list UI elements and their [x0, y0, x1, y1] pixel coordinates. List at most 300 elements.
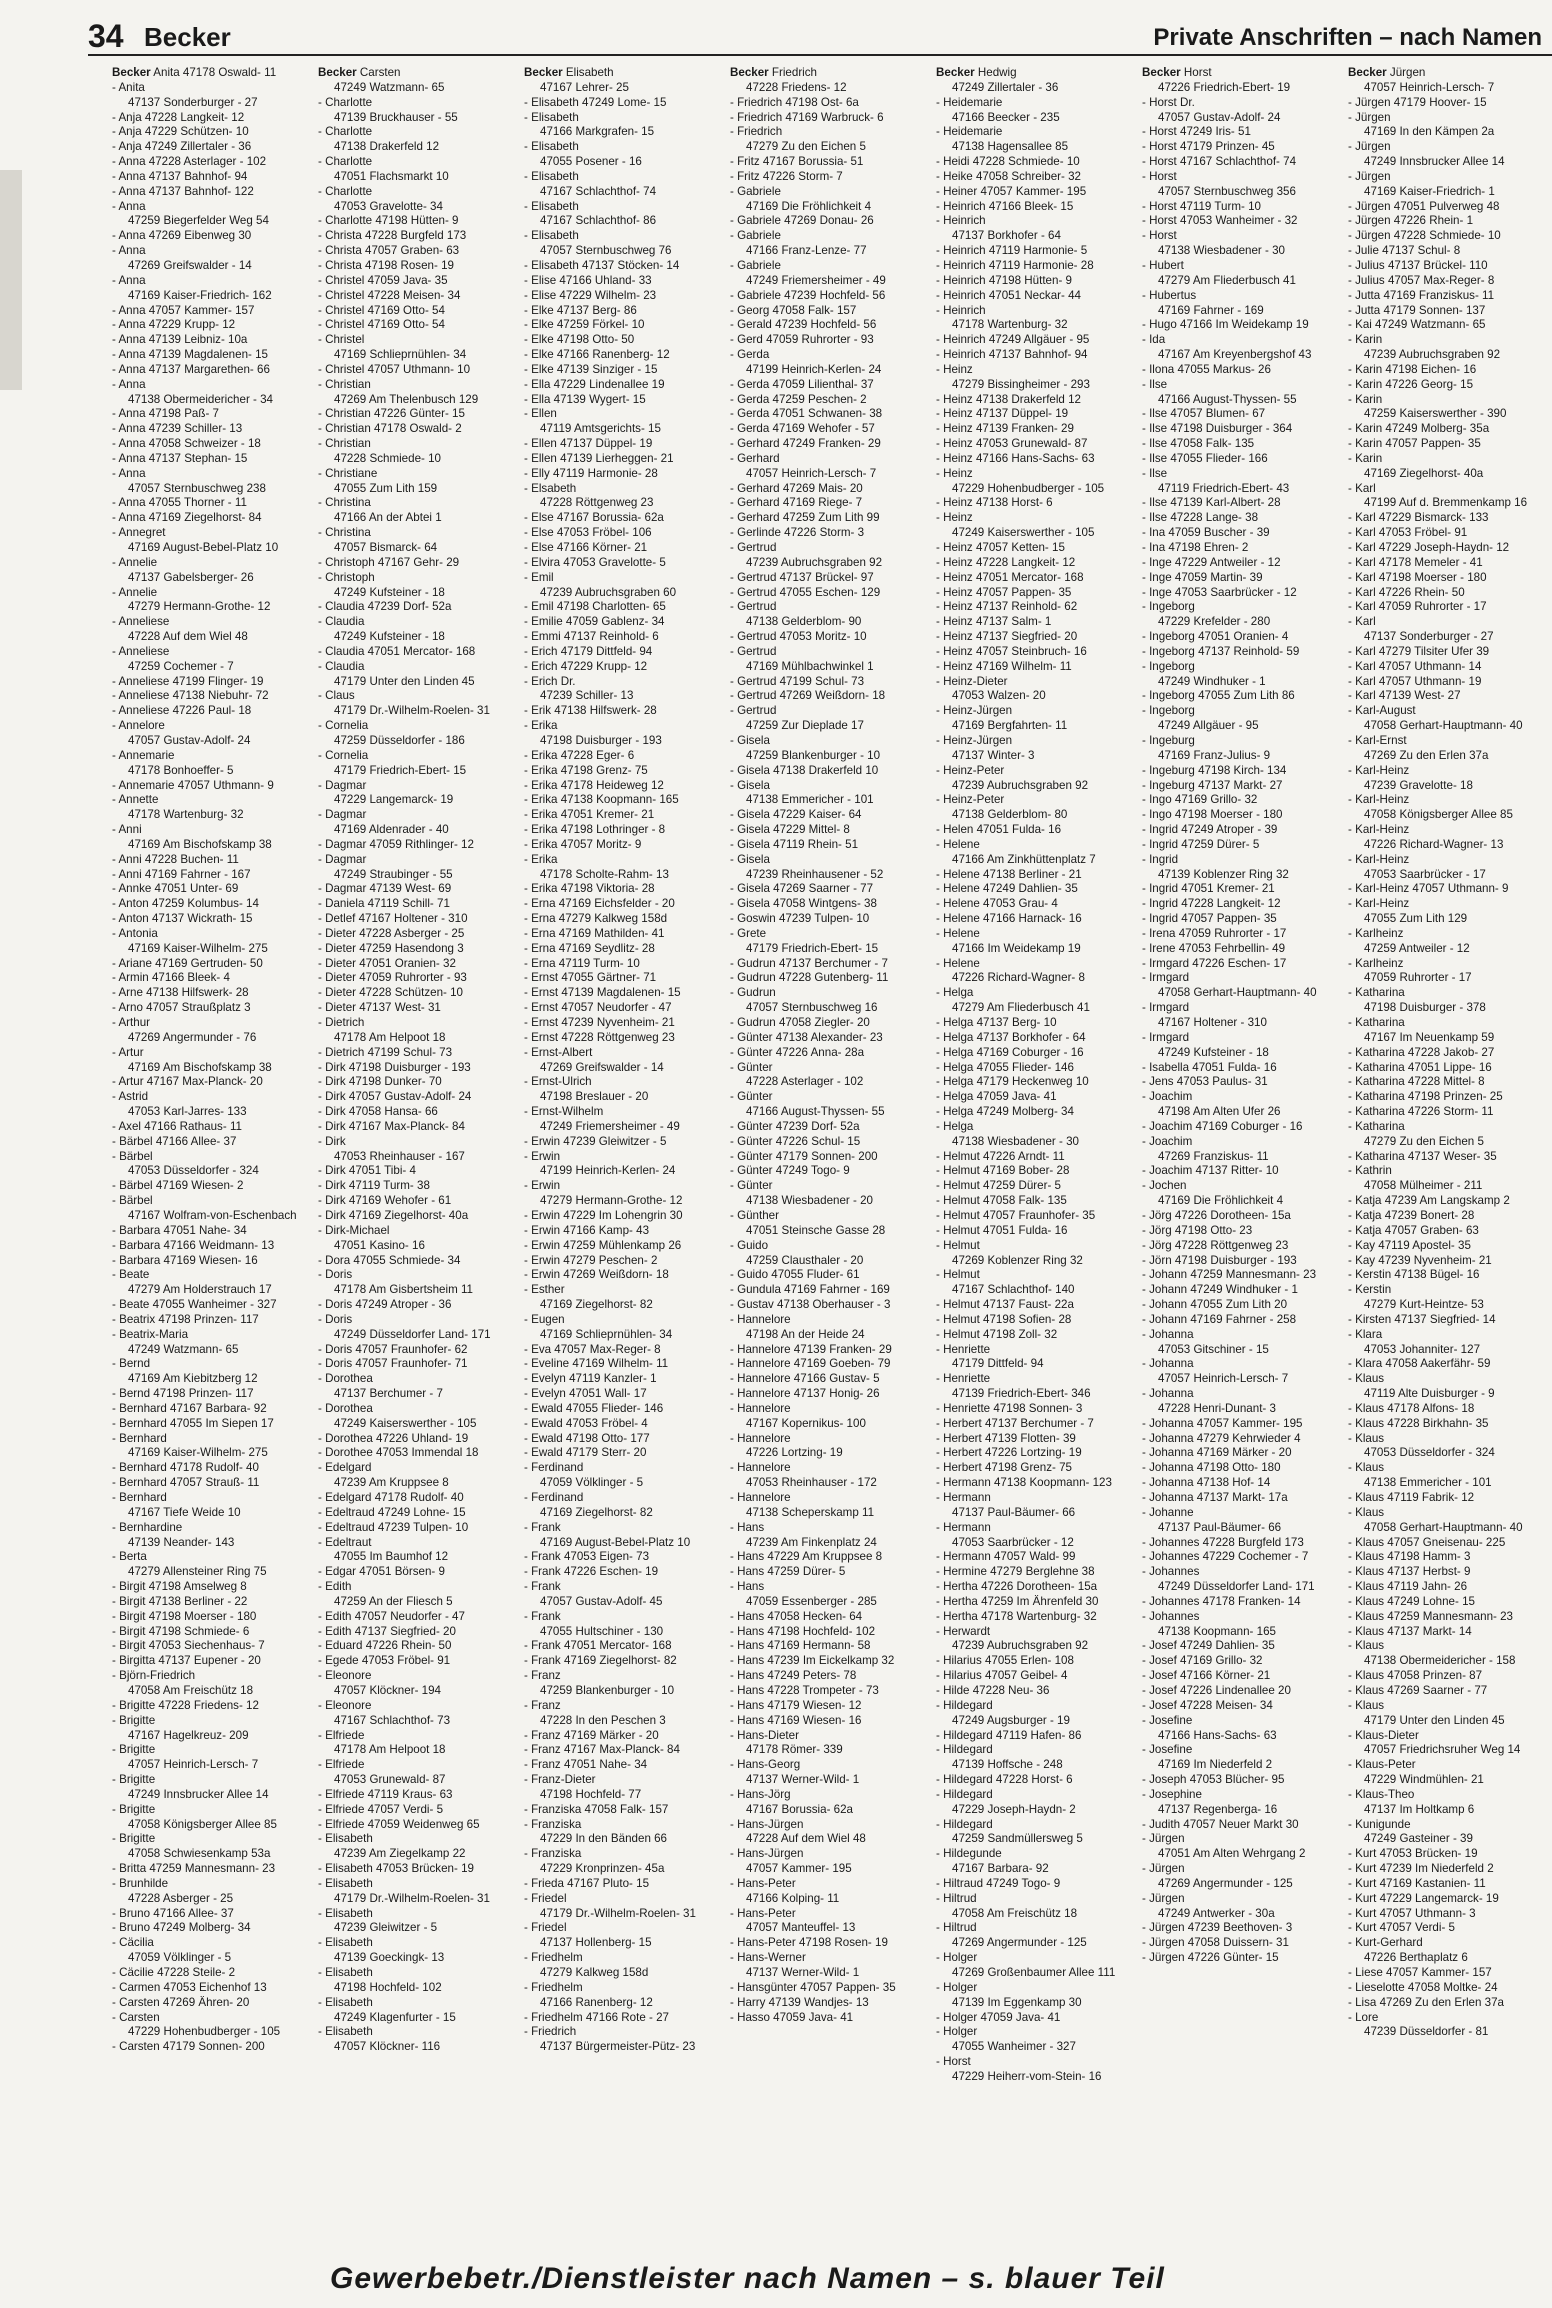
directory-entry: - Heidi 47228 Schmiede- 10: [936, 155, 1080, 169]
directory-entry: - Dieter 47059 Ruhrorter - 93: [318, 971, 467, 985]
entry-address-line: 47137 Werner-Wild- 1: [746, 1773, 860, 1787]
directory-entry: - Anita: [112, 80, 145, 94]
directory-entry: - Cornelia: [318, 719, 369, 733]
directory-entry: - Friedhelm: [524, 1980, 583, 1994]
entry-address-line: 47169 Mühlbachwinkel 1: [746, 659, 874, 673]
directory-entry: - Eugen: [524, 1312, 565, 1326]
directory-entry: - Josef 47169 Grillo- 32: [1142, 1654, 1263, 1668]
directory-entry: - Karl-Heinz: [1348, 823, 1410, 837]
directory-entry: - Hannelore: [730, 1312, 791, 1326]
directory-entry: - Anna 47057 Kammer- 157: [112, 303, 255, 317]
directory-entry: - Klaus 47119 Fabrik- 12: [1348, 1491, 1475, 1504]
directory-entry: - Inge 47053 Saarbrücker - 12: [1142, 585, 1297, 599]
directory-entry: - Klaus: [1348, 1698, 1385, 1712]
directory-entry: - Karl 47059 Ruhrorter - 17: [1348, 600, 1487, 614]
directory-entry: - Hermann 47057 Wald- 99: [936, 1550, 1076, 1564]
directory-entry: - Brunhilde: [112, 1876, 169, 1890]
directory-entry: - Bernhard 47178 Rudolf- 40: [112, 1461, 259, 1475]
entry-address-line: 47249 Kufsteiner - 18: [334, 630, 445, 644]
directory-entry: - Anneliese: [112, 615, 170, 629]
directory-entry: - Katharina: [1348, 1016, 1405, 1029]
directory-column: [936, 66, 1142, 2258]
directory-entry: - Franz 47169 Märker - 20: [524, 1728, 659, 1742]
directory-entry: - Erika 47198 Viktoria- 28: [524, 882, 655, 896]
entry-address-line: 47178 Scholte-Rahm- 13: [540, 867, 669, 881]
directory-entry: - Karl 47053 Fröbel- 91: [1348, 526, 1468, 540]
directory-entry: - Klaus 47058 Prinzen- 87: [1348, 1669, 1483, 1683]
directory-entry: - Gerda 47259 Peschen- 2: [730, 392, 867, 406]
directory-entry: - Gabriele 47239 Hochfeld- 56: [730, 288, 886, 302]
directory-entry: - Anni: [112, 823, 142, 837]
directory-entry: - Helmut 47058 Falk- 135: [936, 1194, 1067, 1208]
entry-address-line: 47138 Wiesbadener - 30: [952, 1134, 1079, 1148]
directory-entry: - Heidemarie: [936, 95, 1003, 109]
directory-entry: - Hermann: [936, 1520, 991, 1534]
directory-entry: - Elisabeth: [318, 1995, 373, 2009]
directory-entry: - Gudrun 47137 Berchumer - 7: [730, 956, 888, 970]
directory-entry: - Gerhard 47269 Mais- 20: [730, 481, 863, 495]
directory-entry: - Klaus-Peter: [1348, 1758, 1416, 1772]
directory-entry: - Holger: [936, 1980, 978, 1994]
entry-address-line: 47167 Hagelkreuz- 209: [128, 1728, 249, 1742]
directory-entry: - Hilarius 47057 Geibel- 4: [936, 1669, 1068, 1683]
directory-entry: - Helmut 47198 Sofien- 28: [936, 1312, 1072, 1326]
directory-entry: - Helmut 47051 Fulda- 16: [936, 1223, 1068, 1237]
directory-entry: - Günter: [730, 1179, 773, 1193]
directory-entry: - Ernst 47228 Röttgenweg 23: [524, 1030, 675, 1044]
directory-entry: - Heinrich 47051 Neckar- 44: [936, 288, 1081, 302]
entry-address-line: 47053 Düsseldorfer - 324: [128, 1164, 259, 1178]
directory-entry: - Dietrich: [318, 1016, 365, 1029]
directory-entry: - Detlef 47167 Holtener - 310: [318, 912, 468, 926]
directory-entry: - Hiltrud: [936, 1891, 977, 1905]
directory-entry: - Elisabeth: [318, 1876, 373, 1890]
directory-entry: - Heiner 47057 Kammer- 195: [936, 184, 1087, 198]
directory-entry: - Anna: [112, 466, 146, 480]
directory-entry: - Johann 47169 Fahrner - 258: [1142, 1312, 1297, 1326]
directory-column: [1142, 66, 1348, 2258]
directory-entry: - Gisela: [730, 778, 770, 792]
directory-entry: - Frank 47053 Eigen- 73: [524, 1550, 650, 1564]
directory-entry: - Heinz 47139 Franken- 29: [936, 422, 1074, 436]
entry-address-line: 47169 Am Bischofskamp 38: [128, 837, 272, 851]
directory-entry: - Birgit 47198 Amselweg 8: [112, 1580, 247, 1594]
entry-address-line: 47169 Die Fröhlichkeit 4: [1158, 1194, 1284, 1208]
directory-entry: - Karl-Heinz: [1348, 852, 1410, 866]
directory-entry: - Erwin 47259 Mühlenkamp 26: [524, 1238, 682, 1252]
directory-entry: - Katharina 47137 Weser- 35: [1348, 1149, 1497, 1163]
directory-entry: - Hannelore: [730, 1401, 791, 1415]
directory-entry: - Henriette: [936, 1372, 991, 1386]
directory-entry: - Helen 47051 Fulda- 16: [936, 823, 1062, 837]
directory-entry: - Doris 47057 Fraunhofer- 71: [318, 1357, 468, 1371]
directory-entry: - Karin 47057 Pappen- 35: [1348, 437, 1481, 451]
directory-entry: - Elisabeth: [524, 229, 579, 243]
directory-entry: - Britta 47259 Mannesmann- 23: [112, 1862, 276, 1876]
directory-entry: - Elke 47139 Sinziger - 15: [524, 362, 658, 376]
directory-entry: - Doris 47249 Atroper - 36: [318, 1298, 452, 1312]
directory-entry: - Joseph 47053 Blücher- 95: [1142, 1773, 1285, 1787]
directory-entry: - Heinz 47053 Grunewald- 87: [936, 437, 1088, 451]
directory-entry: - Ferdinand: [524, 1461, 584, 1475]
directory-entry: - Dirk: [318, 1134, 346, 1148]
entry-address-line: 47239 Düsseldorfer - 81: [1364, 2025, 1489, 2039]
directory-entry: - Anna 47137 Bahnhof- 94: [112, 169, 248, 183]
directory-entry: - Christel 47057 Uthmann- 10: [318, 362, 471, 376]
entry-address-line: 47239 Am Finkenplatz 24: [746, 1535, 877, 1549]
directory-entry: - Erwin 47166 Kamp- 43: [524, 1223, 650, 1237]
directory-entry: - Anna 47239 Schiller- 13: [112, 422, 243, 436]
directory-entry: - Johannes 47229 Cochemer - 7: [1142, 1550, 1309, 1564]
entry-address-line: 47239 Am Kruppsee 8: [334, 1476, 449, 1490]
entry-address-line: 47229 Heiherr-vom-Stein- 16: [952, 2069, 1102, 2083]
directory-entry: - Herbert 47198 Grenz- 75: [936, 1461, 1072, 1475]
directory-entry: - Lore: [1348, 2010, 1379, 2024]
directory-entry: - Karl 47057 Uthmann- 14: [1348, 659, 1482, 673]
directory-entry: - Hans 47239 Im Eickelkamp 32: [730, 1654, 895, 1668]
directory-entry: - Dirk 47119 Turm- 38: [318, 1179, 430, 1193]
directory-entry: - Gerda: [730, 348, 770, 362]
directory-entry: - Johanna 47169 Märker - 20: [1142, 1446, 1292, 1460]
directory-entry: - Kay 47119 Apostel- 35: [1348, 1238, 1471, 1252]
entry-address-line: 47138 Koopmann- 165: [1158, 1624, 1276, 1638]
directory-entry: - Günter 47226 Schul- 15: [730, 1134, 861, 1148]
directory-entry: - Günter 47138 Alexander- 23: [730, 1030, 883, 1044]
directory-entry: - Friedrich 47169 Warbruck- 6: [730, 110, 884, 124]
directory-entry: - Christian 47178 Oswald- 2: [318, 422, 462, 436]
directory-entry: - Gerhard 47169 Riege- 7: [730, 496, 863, 510]
directory-entry: - Horst: [1142, 229, 1177, 243]
entry-address-line: 47239 Schiller- 13: [540, 689, 634, 703]
directory-entry: - Helmut: [936, 1268, 980, 1282]
directory-entry: - Franz: [524, 1698, 561, 1712]
directory-entry: - Kurt 47229 Langemarck- 19: [1348, 1891, 1499, 1905]
directory-entry: - Helene: [936, 926, 980, 940]
entry-address-line: 47138 Obermeidericher - 34: [128, 392, 274, 406]
directory-entry: - Ingrid 47249 Atroper - 39: [1142, 823, 1278, 837]
directory-entry: - Karl 47139 West- 27: [1348, 689, 1461, 703]
directory-entry: - Christel 47169 Otto- 54: [318, 318, 445, 332]
entry-address-line: 47259 Düsseldorfer - 186: [334, 733, 465, 747]
directory-entry: - Elfriede: [318, 1728, 365, 1742]
entry-address-line: 47179 Dr.-Wilhelm-Roelen- 31: [334, 704, 490, 718]
directory-entry: - Gertrud 47137 Brückel- 97: [730, 570, 874, 584]
directory-entry: - Karl 47178 Memeler - 41: [1348, 555, 1483, 569]
directory-entry: - Josefine: [1142, 1713, 1193, 1727]
entry-address-line: 47259 Antweiler - 12: [1364, 941, 1470, 955]
entry-address-line: 47249 Friemersheimer - 49: [746, 273, 886, 287]
directory-entry: - Kunigunde: [1348, 1817, 1411, 1831]
entry-address-line: 47139 Im Eggenkamp 30: [952, 1995, 1082, 2009]
entry-address-line: 47053 Johanniter- 127: [1364, 1342, 1481, 1356]
entry-address-line: 47053 Walzen- 20: [952, 689, 1046, 703]
directory-entry: - Heinz 47057 Ketten- 15: [936, 541, 1065, 554]
directory-entry: - Frieda 47167 Pluto- 15: [524, 1876, 650, 1890]
entry-address-line: 47167 Wolfram-von-Eschenbach: [128, 1208, 297, 1222]
directory-entry: - Karlheinz: [1348, 926, 1404, 940]
directory-entry: - Annelie: [112, 555, 158, 569]
directory-entry: - Kurt 47057 Uthmann- 3: [1348, 1906, 1476, 1920]
entry-address-line: 47166 August-Thyssen- 55: [1158, 392, 1297, 406]
directory-entry: - Erika: [524, 852, 558, 866]
entry-address-line: 47229 Krefelder - 280: [1158, 615, 1271, 629]
directory-entry: - Klaus 47269 Saarner - 77: [1348, 1683, 1488, 1697]
directory-entry: - Edgar 47051 Börsen- 9: [318, 1565, 445, 1579]
directory-entry: - Gabriele 47269 Donau- 26: [730, 214, 874, 228]
directory-entry: - Erika 47198 Grenz- 75: [524, 763, 648, 777]
entry-address-line: 47198 Duisburger - 193: [540, 733, 662, 747]
directory-entry: - Annke 47051 Unter- 69: [112, 882, 239, 896]
directory-entry: - Jutta 47169 Franziskus- 11: [1348, 288, 1495, 302]
entry-address-line: 47239 Aubruchsgraben 92: [746, 555, 883, 569]
directory-entry: - Daniela 47119 Schill- 71: [318, 897, 450, 911]
directory-entry: - Ingeburg 47198 Kirch- 134: [1142, 763, 1287, 777]
directory-entry: - Elly 47119 Harmonie- 28: [524, 466, 658, 480]
directory-entry: - Katharina 47051 Lippe- 16: [1348, 1060, 1492, 1074]
entry-address-line: 47166 Am Zinkhüttenplatz 7: [952, 852, 1096, 866]
directory-entry: - Emmi 47137 Reinhold- 6: [524, 630, 659, 644]
directory-entry: - Claudia: [318, 615, 365, 629]
directory-entry: - Emil: [524, 570, 554, 584]
directory-entry: - Ingeborg: [1142, 600, 1195, 614]
directory-entry: - Helene 47138 Berliner - 21: [936, 867, 1082, 881]
directory-entry: - Günther: [730, 1208, 779, 1222]
directory-entry: - Klaus 47137 Herbst- 9: [1348, 1565, 1471, 1579]
directory-entry: - Helmut 47198 Zoll- 32: [936, 1327, 1058, 1341]
directory-entry: - Evelyn 47119 Kanzler- 1: [524, 1372, 657, 1386]
directory-entry: - Heinz 47169 Wilhelm- 11: [936, 659, 1072, 673]
entry-address-line: 47166 Kolping- 11: [746, 1891, 840, 1905]
directory-entry: - Helga 47059 Java- 41: [936, 1090, 1057, 1104]
directory-entry: - Johanna 47198 Otto- 180: [1142, 1461, 1281, 1475]
directory-entry: - Karl 47229 Joseph-Haydn- 12: [1348, 541, 1510, 554]
directory-entry: - Helga 47179 Heckenweg 10: [936, 1075, 1089, 1089]
entry-address-line: 47057 Manteuffel- 13: [746, 1921, 856, 1935]
entry-address-line: 47169 August-Bebel-Platz 10: [540, 1535, 691, 1549]
directory-entry: - Kurt 47169 Kastanien- 11: [1348, 1876, 1486, 1890]
directory-entry: - Else 47053 Fröbel- 106: [524, 526, 652, 540]
entry-address-line: 47169 In den Kämpen 2a: [1364, 125, 1495, 139]
entry-address-line: 47169 Aldenrader - 40: [334, 823, 449, 837]
directory-entry: - Ewald 47053 Fröbel- 4: [524, 1416, 648, 1430]
directory-entry: - Klaus: [1348, 1431, 1385, 1445]
directory-entry: - Klaus 47057 Gneisenau- 225: [1348, 1535, 1506, 1549]
entry-address-line: 47137 Sonderburger - 27: [1364, 630, 1494, 644]
directory-entry: - Barbara 47166 Weidmann- 13: [112, 1238, 275, 1252]
directory-entry: - Hildegard 47119 Hafen- 86: [936, 1728, 1082, 1742]
directory-column: [524, 66, 730, 2258]
directory-entry: - Horst 47179 Prinzen- 45: [1142, 140, 1275, 154]
directory-entry: - Kurt 47239 Im Niederfeld 2: [1348, 1862, 1494, 1876]
entry-address-line: 47239 Gleiwitzer - 5: [334, 1921, 438, 1935]
directory-entry: - Ernst 47055 Gärtner- 71: [524, 971, 657, 985]
directory-entry: - Dorothea: [318, 1401, 373, 1415]
directory-entry: - Ernst-Wilhelm: [524, 1105, 604, 1119]
directory-entry: - Else 47166 Körner- 21: [524, 541, 648, 554]
directory-entry: - Jörg 47226 Dorotheen- 15a: [1142, 1208, 1291, 1222]
directory-entry: - Elke 47166 Ranenberg- 12: [524, 348, 670, 362]
directory-entry: - Carsten 47269 Ähren- 20: [112, 1995, 250, 2009]
directory-entry: - Ilse 47058 Falk- 135: [1142, 437, 1255, 451]
entry-address-line: 47249 Innsbrucker Allee 14: [1364, 155, 1505, 169]
directory-entry: - Karl: [1348, 481, 1376, 495]
directory-entry: - Helmut: [936, 1238, 980, 1252]
entry-address-line: 47226 Berthaplatz 6: [1364, 1951, 1468, 1965]
directory-entry: - Helene 47166 Harnack- 16: [936, 912, 1082, 926]
directory-entry: - Johann 47259 Mannesmann- 23: [1142, 1268, 1317, 1282]
entry-address-line: 47269 Am Thelenbusch 129: [334, 392, 479, 406]
entry-address-line: 47169 Bergfahrten- 11: [952, 719, 1068, 733]
directory-entry: - Karin: [1348, 451, 1383, 465]
directory-entry: - Christina: [318, 526, 371, 540]
directory-entry: - Carmen 47053 Eichenhof 13: [112, 1980, 267, 1994]
directory-entry: - Barbara 47169 Wiesen- 16: [112, 1253, 258, 1267]
directory-entry: - Anna: [112, 377, 146, 391]
directory-entry: - Karl-Ernst: [1348, 733, 1407, 747]
directory-entry: - Katharina 47228 Jakob- 27: [1348, 1045, 1495, 1059]
entry-address-line: 47057 Klöckner- 116: [334, 2040, 441, 2054]
directory-entry: - Anna: [112, 199, 146, 213]
directory-entry: - Birgit 47198 Schmiede- 6: [112, 1624, 250, 1638]
directory-entry: - Edelgard 47178 Rudolf- 40: [318, 1491, 464, 1504]
directory-entry: - Hans-Werner: [730, 1951, 806, 1965]
directory-entry: - Katja 47239 Am Langskamp 2: [1348, 1194, 1510, 1208]
directory-entry: - Heinz 47137 Salm- 1: [936, 615, 1052, 629]
directory-entry: - Christa 47228 Burgfeld 173: [318, 229, 467, 243]
entry-address-line: 47269 Greifswalder - 14: [128, 258, 252, 272]
entry-address-line: 47053 Saarbrücker - 17: [1364, 867, 1486, 881]
directory-entry: - Dagmar: [318, 852, 367, 866]
entry-address-line: 47138 Gelderblom- 80: [952, 808, 1068, 822]
directory-entry: - Katharina: [1348, 986, 1405, 1000]
directory-entry: - Dieter 47228 Schützen- 10: [318, 986, 464, 1000]
directory-entry: - Ilse 47055 Flieder- 166: [1142, 451, 1268, 465]
directory-entry: - Eduard 47226 Rhein- 50: [318, 1639, 452, 1653]
directory-entry: - Antonia: [112, 926, 158, 940]
directory-entry: - Anna 47139 Leibniz- 10a: [112, 333, 248, 347]
entry-address-line: 47057 Kammer- 195: [746, 1862, 852, 1876]
directory-entry: - Christoph 47167 Gehr- 29: [318, 555, 460, 569]
directory-entry: - Ingeborg 47051 Oranien- 4: [1142, 630, 1289, 644]
directory-entry: - Katharina 47198 Prinzen- 25: [1348, 1090, 1503, 1104]
directory-entry: - Ingo 47198 Moerser - 180: [1142, 808, 1283, 822]
directory-entry: - Hilde 47228 Neu- 36: [936, 1683, 1050, 1697]
directory-entry: - Ina 47059 Buscher - 39: [1142, 526, 1270, 540]
directory-entry: - Charlotte: [318, 125, 373, 139]
directory-entry: - Elfriede 47119 Kraus- 63: [318, 1787, 453, 1801]
directory-entry: - Harry 47139 Wandjes- 13: [730, 1995, 869, 2009]
directory-entry: - Gisela 47058 Wintgens- 38: [730, 897, 877, 911]
directory-entry: - Klara 47058 Aakerfähr- 59: [1348, 1357, 1491, 1371]
entry-address-line: 47229 Windmühlen- 21: [1364, 1773, 1484, 1787]
directory-entry: - Karl 47198 Moerser - 180: [1348, 570, 1487, 584]
directory-entry: - Christian: [318, 437, 371, 451]
directory-entry: - Cornelia: [318, 748, 369, 762]
directory-entry: - Dagmar: [318, 808, 367, 822]
entry-address-line: 47138 Wiesbadener - 30: [1158, 244, 1285, 258]
directory-entry: - Herbert 47137 Berchumer - 7: [936, 1416, 1094, 1430]
entry-address-line: 47167 Borussia- 62a: [746, 1802, 853, 1816]
directory-entry: - Ingrid 47057 Pappen- 35: [1142, 912, 1277, 926]
entry-address-line: 47279 Zu den Eichen 5: [1364, 1134, 1484, 1148]
directory-entry: - Helene 47053 Grau- 4: [936, 897, 1058, 911]
entry-address-line: 47198 Duisburger - 378: [1364, 1001, 1486, 1015]
directory-entry: - Johanna: [1142, 1327, 1194, 1341]
entry-address-line: 47057 Heinrich-Lersch- 7: [128, 1758, 259, 1772]
directory-entry: - Hans 47249 Peters- 78: [730, 1669, 857, 1683]
entry-address-line: 47226 Richard-Wagner- 8: [952, 971, 1085, 985]
directory-entry: - Elisabeth: [524, 199, 579, 213]
directory-entry: - Heinrich: [936, 303, 986, 317]
directory-entry: - Erika 47051 Kremer- 21: [524, 808, 655, 822]
directory-entry: - Doris 47057 Fraunhofer- 62: [318, 1342, 468, 1356]
entry-address-line: 47057 Sternbuschweg 16: [746, 1001, 878, 1015]
page-side-tab: [0, 170, 22, 390]
directory-entry: - Inge 47059 Martin- 39: [1142, 570, 1263, 584]
entry-address-line: 47137 Gabelsberger- 26: [128, 570, 254, 584]
directory-entry: - Frank 47051 Mercator- 168: [524, 1639, 672, 1653]
directory-entry: - Bärbel: [112, 1194, 153, 1208]
entry-address-line: 47269 Zu den Erlen 37a: [1364, 748, 1489, 762]
entry-address-line: 47249 Antwerker - 30a: [1158, 1906, 1275, 1920]
entry-address-line: 47057 Gustav-Adolf- 45: [540, 1594, 663, 1608]
directory-entry: - Klaus 47178 Alfons- 18: [1348, 1401, 1475, 1415]
directory-entry: - Elsabeth: [524, 481, 577, 495]
directory-entry: - Günter 47179 Sonnen- 200: [730, 1149, 878, 1163]
entry-address-line: 47053 Gravelotte- 34: [334, 199, 443, 213]
entry-address-line: 47178 Wartenburg- 32: [128, 808, 244, 822]
directory-entry: - Helene 47249 Dahlien- 35: [936, 882, 1078, 896]
entry-address-line: 47249 Windhuker - 1: [1158, 674, 1266, 688]
directory-entry: - Fritz 47226 Storm- 7: [730, 169, 843, 183]
directory-entry: - Heinz: [936, 466, 973, 480]
directory-entry: - Karl 47226 Rhein- 50: [1348, 585, 1465, 599]
directory-entry: - Klaus 47228 Birkhahn- 35: [1348, 1416, 1489, 1430]
entry-address-line: 47229 Hohenbudberger - 105: [952, 481, 1105, 495]
directory-entry: - Elke 47137 Berg- 86: [524, 303, 637, 317]
entry-address-line: 47279 Kurt-Heintze- 53: [1364, 1298, 1484, 1312]
directory-entry: Becker Jürgen: [1348, 66, 1426, 79]
directory-entry: - Julie 47137 Schul- 8: [1348, 244, 1461, 258]
entry-address-line: 47166 Ranenberg- 12: [540, 1995, 653, 2009]
directory-entry: - Judith 47057 Neuer Markt 30: [1142, 1817, 1299, 1831]
entry-address-line: 47119 Alte Duisburger - 9: [1364, 1387, 1495, 1401]
directory-entry: - Karl 47057 Uthmann- 19: [1348, 674, 1482, 688]
directory-entry: - Johannes 47178 Franken- 14: [1142, 1594, 1301, 1608]
directory-entry: - Hans-Peter 47198 Rosen- 19: [730, 1936, 888, 1950]
directory-entry: - Gertrud 47269 Weißdorn- 18: [730, 689, 886, 703]
directory-entry: - Charlotte: [318, 95, 373, 109]
directory-entry: - Heinz 47138 Drakerfeld 12: [936, 392, 1082, 406]
directory-entry: - Ilse 47139 Karl-Albert- 28: [1142, 496, 1281, 510]
directory-entry: - Hannelore: [730, 1491, 791, 1504]
directory-entry: - Hans 47198 Hochfeld- 102: [730, 1624, 876, 1638]
directory-entry: - Günter: [730, 1090, 773, 1104]
entry-address-line: 47051 Kasino- 16: [334, 1238, 425, 1252]
directory-entry: - Ilse 47198 Duisburger - 364: [1142, 422, 1293, 436]
directory-entry: - Anja 47249 Zillertaler - 36: [112, 140, 252, 154]
directory-entry: - Hannelore 47169 Goeben- 79: [730, 1357, 891, 1371]
directory-entry: - Gabriele: [730, 229, 781, 243]
entry-address-line: 47179 Dr.-Wilhelm-Roelen- 31: [334, 1891, 490, 1905]
entry-address-line: 47249 Augsburger - 19: [952, 1713, 1070, 1727]
directory-entry: - Jochen: [1142, 1179, 1187, 1193]
directory-entry: - Edeltraud 47239 Tulpen- 10: [318, 1520, 469, 1534]
directory-entry: - Herbert 47226 Lortzing- 19: [936, 1446, 1082, 1460]
entry-address-line: 47199 Heinrich-Kerlen- 24: [540, 1164, 676, 1178]
directory-entry: - Hannelore 47166 Gustav- 5: [730, 1372, 880, 1386]
entry-address-line: 47249 Düsseldorfer Land- 171: [1158, 1580, 1315, 1594]
